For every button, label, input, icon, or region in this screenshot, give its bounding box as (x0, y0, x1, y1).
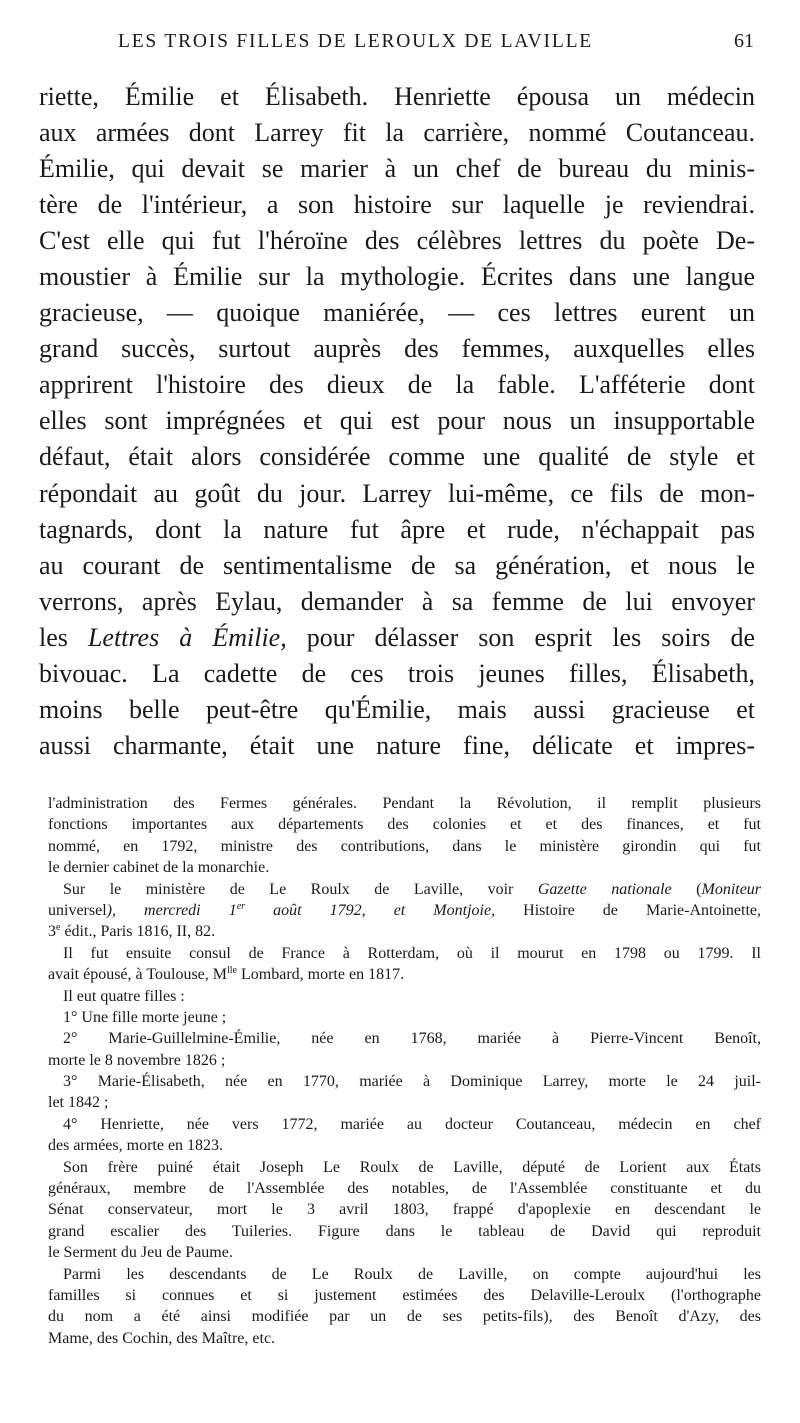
footnote-line: du nom a été ainsi modifiée par un de ses petits-fils), des Benoît d'Azy, des (48, 1308, 761, 1326)
body-line: bivouac. La cadette de ces trois jeunes filles, Élisabeth, (39, 658, 755, 688)
footnote-line: 3° Marie-Élisabeth, née en 1770, mariée à Dominique Larrey, morte le 24 juil- (63, 1073, 761, 1091)
footnote-line: nommé, en 1792, ministre des contributions, dans le ministère girondin qui fut (48, 837, 761, 855)
footnote-line: le dernier cabinet de la monarchie. (48, 859, 270, 877)
footnote-line: Parmi les descendants de Le Roulx de Laville, on compte aujourd'hui les (63, 1265, 761, 1283)
body-line: moins belle peut-être qu'Émilie, mais aussi gracieuse et (39, 694, 755, 724)
page-number: 61 (734, 30, 754, 52)
body-line: riette, Émilie et Élisabeth. Henriette épousa un médecin (39, 82, 755, 111)
footnote-line: Sénat conservateur, mort le 3 avril 1803, frappé d'apoplexie en descendant le (48, 1201, 761, 1219)
footnote-line: 3e édit., Paris 1816, II, 82. (48, 922, 216, 941)
footnote-line: fonctions importantes aux départements des colonies et et des finances, et fut (48, 816, 761, 834)
body-line: tagnards, dont la nature fut âpre et rude, n'échappait pas (39, 514, 755, 544)
footnote-line: Sur le ministère de Le Roulx de Laville, voir Gazette nationale (Moniteur (63, 880, 762, 898)
footnote-line: familles si connues et si justement estimées des Delaville-Leroulx (l'orthographe (48, 1286, 761, 1304)
footnote-line: 4° Henriette, née vers 1772, mariée au docteur Coutanceau, médecin en chef (63, 1115, 761, 1133)
body-line: les Lettres à Émilie, pour délasser son esprit les soirs de (39, 622, 755, 652)
running-header (118, 30, 754, 53)
body-line: grand succès, surtout auprès des femmes, auxquelles elles (39, 334, 755, 364)
footnote-line: Il eut quatre filles : (63, 987, 185, 1005)
footnote-line: avait épousé, à Toulouse, $M^{lle}$ Lombard, morte en 1817. (48, 965, 405, 984)
body-line: C'est elle qui fut l'héroïne des célèbres lettres du poète De- (39, 226, 755, 256)
footnote-line: grand escalier des Tuileries. Figure dans le tableau de David qui reproduit (48, 1222, 761, 1240)
body-line: tère de l'intérieur, a son histoire sur laquelle je reviendrai. (39, 190, 755, 220)
footnote-line: morte le 8 novembre 1826 ; (48, 1051, 226, 1069)
footnote-line: généraux, membre de l'Assemblée des notables, de l'Assemblée constituante et du (48, 1180, 761, 1198)
body-line: moustier à Émilie sur la mythologie. Écrites dans une langue (39, 262, 755, 292)
body-line: elles sont imprégnées et qui est pour nous un insupportable (39, 406, 755, 436)
footnote-line: l'administration des Fermes générales. Pendant la Révolution, il remplit plusieurs (48, 795, 761, 812)
body-line: défaut, était alors considérée comme une qualité de style et (39, 442, 755, 472)
body-line: aux armées dont Larrey fit la carrière, nommé Coutanceau. (39, 118, 755, 148)
body-line: gracieuse, — quoique maniérée, — ces lettres eurent un (39, 298, 755, 328)
footnote-line: let 1842 ; (48, 1094, 109, 1112)
footnote-line: le Serment du Jeu de Paume. (48, 1244, 233, 1262)
footnote-line: Mame, des Cochin, des Maître, etc. (48, 1329, 276, 1347)
footnote-line: 1° Une fille morte jeune ; (63, 1008, 227, 1026)
running-title: LES TROIS FILLES DE LEROULX DE LAVILLE (118, 31, 593, 52)
body-line: verrons, après Eylau, demander à sa femme de lui envoyer (39, 586, 755, 616)
footnote (48, 793, 761, 1349)
body-line: aussi charmante, était une nature fine, délicate et impres- (39, 730, 755, 760)
body-line: Émilie, qui devait se marier à un chef de bureau du minis- (39, 154, 755, 184)
body-line: répondait au goût du jour. Larrey lui-même, ce fils de mon- (39, 478, 755, 508)
footnote-line: 2° Marie-Guillelmine-Émilie, née en 1768, mariée à Pierre-Vincent Benoît, (63, 1030, 761, 1048)
body-line: au courant de sentimentalisme de sa génération, et nous le (39, 550, 755, 580)
body-line: apprirent l'histoire des dieux de la fable. L'afféterie dont (39, 370, 755, 400)
footnote-line: Son frère puiné était Joseph Le Roulx de Laville, député de Lorient aux États (63, 1158, 761, 1176)
footnote-line: universel), mercredi 1er août 1792, et Montjoie, Histoire de Marie-Antoinette, (48, 900, 762, 919)
footnote-line: des armées, morte en 1823. (48, 1137, 224, 1155)
body-text (39, 79, 755, 764)
footnote-line: Il fut ensuite consul de France à Rotterdam, où il mourut en 1798 ou 1799. Il (63, 944, 761, 962)
